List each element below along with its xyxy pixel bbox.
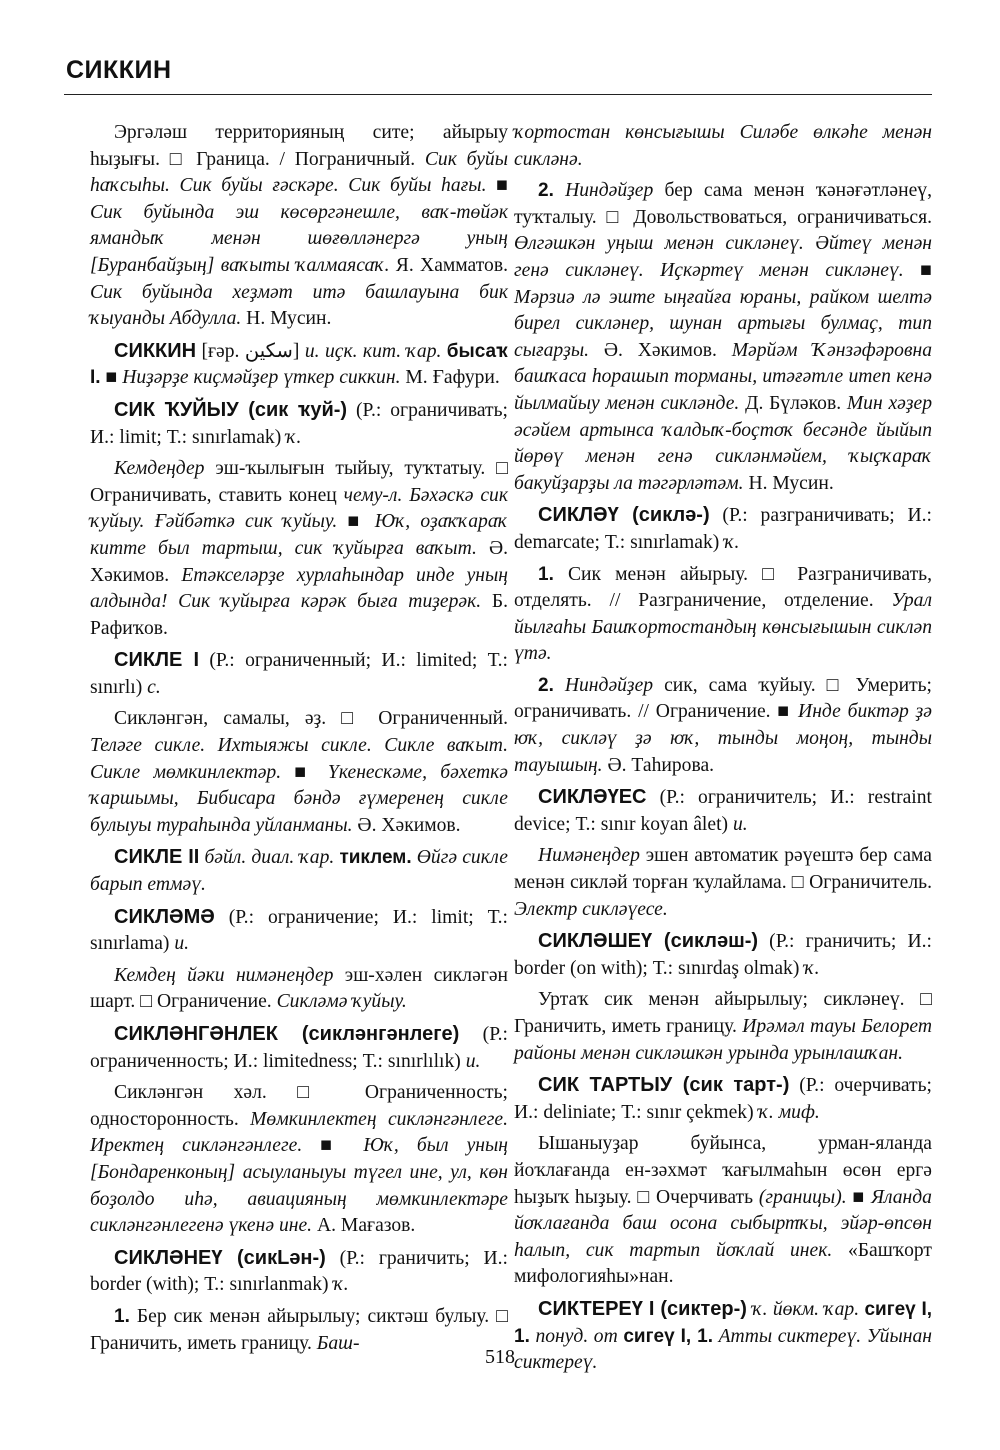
dictionary-entry-paragraph: Кемдеңдер эш-ҡылығын тыйыу, туҡтатыу. □ Ограничивать, ставить конец чему-л. Бәхәскә сик ҡуйыу. Ғәйбәткә сик ҡуйыу. ■ Юҡ, оҙаҡҡараҡ китте был тартыш, сик ҡуйырға ваҡыт. Ә. Хәкимов. Етәкселәрҙе хурлаһындар инде уның алдында! Сик ҡуйырға кәрәк быға тиҙерәк. Б. Рафиҡов. xyxy=(90,458,508,639)
dictionary-entry-paragraph: Эргәләш территорияның сите; айырыу һыҙығы. □ Граница. / Пограничный. Сик буйы һаҡсыһы. Сик буйы ғәскәре. Сик буйы һағы. ■ Сик буйында эш көсөргәнешле, ваҡ-төйәк ямандыҡ менән шөғөлләнергә уның [Буранбайҙың] ваҡыты ҡалмаясаҡ. Я. Хамматов. Сик буйында хеҙмәт итә башлауына бик ҡыуанды Абдулла. Н. Мусин. xyxy=(90,122,508,330)
dictionary-entry-paragraph: Кемдең йәки нимәнеңдер эш-хәлен сикләгән шарт. □ Ограничение. Сикләмә ҡуйыу. xyxy=(90,964,509,1013)
dictionary-entry-paragraph: Нимәнеңдер эшен автоматик рәүештә бер сама менән сикләй торған ҡулайлама. □ Ограничитель. Электр сикләүесе. xyxy=(514,845,932,920)
dictionary-entry-paragraph: 2. Ниндәйҙер бер сама менән ҡәнәғәтләнеү, туҡталыу. □ Довольствоваться, ограничиваться. Өлгәшкән уңыш менән сикләнеү. Әйтеү менән генә сикләнеү. Иҫкәртеү менән сикләнеү. ■ Мәрзиә лә эште ыңғайға юраны, райком шелтә бирел сикләнер, шунан артығы булмаҫ, тип сығарҙы. Ә. Хәкимов. Мәрйәм Ҡәнзәфәровна башҡаса һорашып торманы, итәғәтле итеп кенә йылмайыу менән сикләнде. Д. Бүләков. Мин хәҙер әсәйем артынса ҡалдыҡ-боҫтоҡ бесәнде йыйып йөрөү менән генә сикләнмәйем, ҡыҫҡараҡ бакуйҙарҙы ла тәгәрләтәм. Н. Мусин. xyxy=(514,180,933,494)
dictionary-entry-paragraph: СИКЛӘҮ (сиклә-) (Р.: разграничивать; И.: demarcate; Т.: sınırlamak) ҡ. xyxy=(514,504,933,553)
dictionary-entry-paragraph: Сикләнгән, самалы, әҙ. □ Ограниченный. Теләге сикле. Ихтыяжы сикле. Сикле ваҡыт. Сикле мөмкинлектәр. ■ Үкенескәме, бәхеткә ҡаршымы, Бибисара бәндә ғүмеренең сикле булыуы тураһында уйланманы. Ә. Хәкимов. xyxy=(90,708,508,836)
dictionary-entry-paragraph: ҡортостан көнсығышы Силәбе өлкәһе менән сикләнә. xyxy=(514,122,932,170)
dictionary-entry-paragraph: СИККИН [ғәр. سكين] и. иҫк. кит. ҡар. бысаҡ I. ■ Ниҙәрҙе киҫмәйҙер үткер сиккин. М. Ғафури. xyxy=(90,339,508,389)
left-column xyxy=(90,120,508,1362)
dictionary-entry-paragraph: СИКТЕРЕҮ I (сиктер-) ҡ. йөкм. ҡар. сигеү I, 1. понуд. от сигеү I, 1. Атты сиктереү. Уйынан сиктереү. xyxy=(514,1297,933,1374)
dictionary-entry-paragraph: Сикләнгән хәл. □ Ограниченность; односторонность. Мөмкинлектең сикләнгәнлеге. Иректең сикләнгәнлеге. ■ Юҡ, был уның [Бондаренконың] асыуланыуы түгел ине, ул, көн боҙолдо иһә, авиацияның мөмкинлектәре сикләнгәнлегенә үкенә ине. А. Мағазов. xyxy=(90,1082,508,1237)
dictionary-entry-paragraph: СИКЛӘНГӘНЛЕК (сикләнгәнлеге) (Р.: ограниченность; И.: limitedness; Т.: sınırlılık) и. xyxy=(90,1023,508,1072)
right-column xyxy=(514,120,932,1382)
dictionary-entry-paragraph: СИКЛӘҮЕС (Р.: ограничитель; И.: restraint device; Т.: sınır koyan âlet) и. xyxy=(514,786,932,835)
dictionary-entry-paragraph: СИКЛӘНЕҮ (сикLән-) (Р.: граничить; И.: border (with); Т.: sınırlanmak) ҡ. xyxy=(90,1246,508,1296)
page-number: 518 xyxy=(485,1346,515,1368)
dictionary-entry-paragraph: 1. Сик менән айырыу. □ Разграничивать, отделять. // Разграничение, отделение. Урал йылғаһы Башҡортостандың көнсығышын сикләп үтә. xyxy=(514,563,932,665)
dictionary-entry-paragraph: СИКЛЕ I (Р.: ограниченный; И.: limited; Т.: sınırlı) с. xyxy=(90,649,509,698)
dictionary-entry-paragraph: 2. Ниндәйҙер сик, сама ҡуйыу. □ Умерить; ограничивать. // Ограничение. ■ Инде биктәр ҙә юҡ, сикләү ҙә юҡ, тынды моңоң, тынды тауышың. Ә. Таһирова. xyxy=(514,674,933,776)
dictionary-entry-paragraph: 1. Бер сик менән айырылыу; сиктәш булыу. □ Граничить, иметь границу. Баш- xyxy=(90,1305,508,1354)
dictionary-entry-paragraph: Ышаныуҙар буйынса, урман-яланда йоҡлағанда ен-зәхмәт ҡағылмаһын өсөн ергә һыҙыҡ һыҙыу. □ Очерчивать (границы). ■ Яланда йоҡлағанда баш осона сыбыртҡы, эйәр-өпсөн һалып, сик тартып йоҡлай инек. «Башҡорт мифологияһы»нан. xyxy=(514,1133,932,1288)
header-rule xyxy=(64,94,932,95)
dictionary-entry-paragraph: СИКЛӘШЕҮ (сикләш-) (Р.: граничить; И.: border (on with); Т.: sınırdaş olmak) ҡ. xyxy=(514,930,932,979)
dictionary-entry-paragraph: СИКЛЕ II бәйл. диал. ҡар. тиклем. Өйгә сикле барып етмәү. xyxy=(90,846,508,896)
dictionary-entry-paragraph: Уртаҡ сик менән айырылыу; сикләнеү. □ Граничить, иметь границу. Ирәмәл тауы Белорет районы менән сикләшкән урында урынлашҡан. xyxy=(514,989,933,1064)
running-head: СИККИН xyxy=(66,56,172,84)
dictionary-entry-paragraph: СИК ҠУЙЫУ (сик ҡуй-) (Р.: ограничивать; И.: limit; Т.: sınırlamak) ҡ. xyxy=(90,398,508,448)
dictionary-entry-paragraph: СИК ТАРТЫУ (сик тарт-) (Р.: очерчивать; И.: deliniate; Т.: sınır çekmek) ҡ. миф. xyxy=(514,1074,932,1123)
dictionary-entry-paragraph: СИКЛӘМӘ (Р.: ограничение; И.: limit; Т.: sınırlama) и. xyxy=(90,905,508,955)
